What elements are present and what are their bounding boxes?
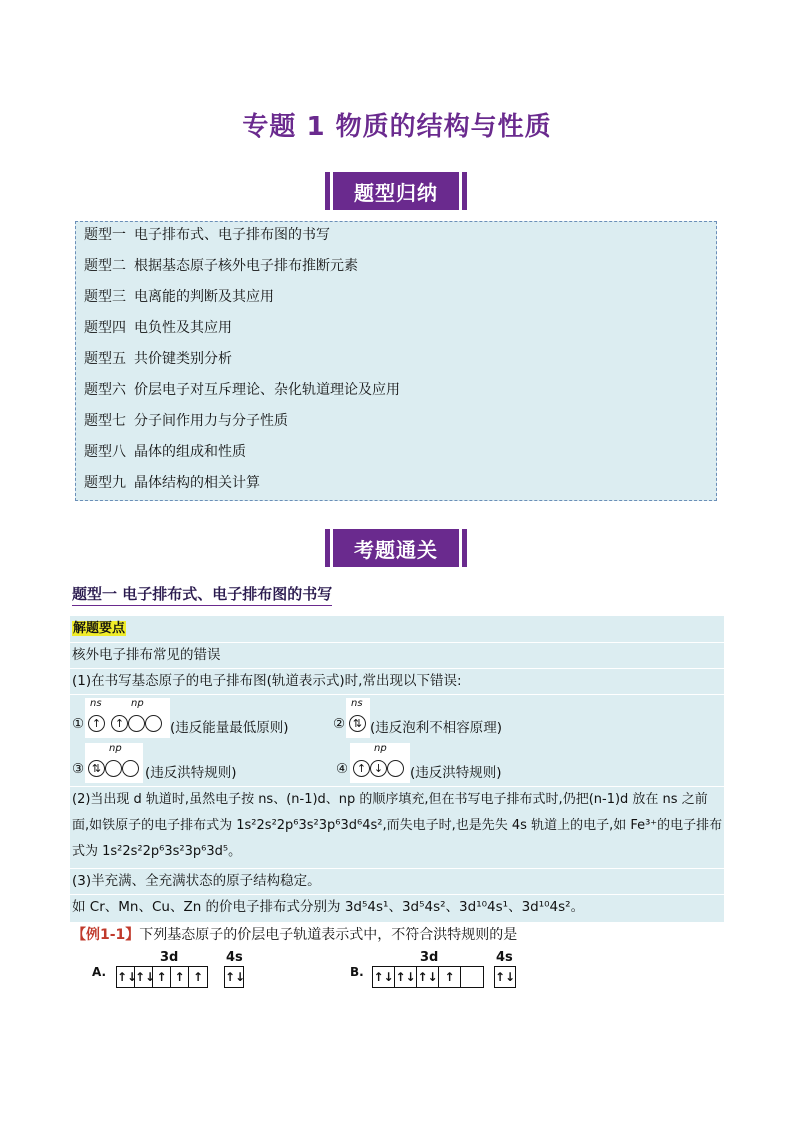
page-title: 专题 1 物质的结构与性质	[242, 112, 552, 142]
example-question	[72, 924, 517, 944]
toc-box	[75, 221, 717, 501]
option-a-3d-cells: ↑↓ ↑↓ ↑ ↑ ↑	[116, 966, 208, 988]
example-text: 下列基态原子的价层电子轨道表示式中，不符合洪特规则的是	[139, 927, 518, 943]
toc-item[interactable]: 题型六 价层电子对互斥理论、杂化轨道理论及应用	[84, 382, 400, 398]
banner-practice-label: 考题通关	[333, 529, 459, 567]
orb1-note: (违反能量最低原则)	[170, 720, 289, 736]
banner-practice	[325, 529, 467, 567]
key-label: 解题要点	[73, 621, 126, 636]
para-1: (1)在书写基态原子的电子排布图(轨道表示式)时,常出现以下错误:	[72, 673, 462, 689]
option-a-4s-cells: ↑↓	[224, 966, 244, 988]
para-4: 如 Cr、Mn、Cu、Zn 的价电子排布式分别为 3d⁵4s¹、3d⁵4s²、3d¹⁰4s¹、3d¹⁰4s²。	[72, 899, 585, 915]
toc-item[interactable]: 题型二 根据基态原子核外电子排布推断元素	[84, 258, 358, 274]
orbital-diagram-3: np ⇅	[85, 743, 143, 783]
banner-summary-label: 题型归纳	[333, 172, 459, 210]
option-b-3d-label: 3d	[420, 950, 439, 965]
orb4-num: ④	[336, 761, 349, 777]
toc-item[interactable]: 题型四 电负性及其应用	[84, 320, 232, 336]
option-a-4s-label: 4s	[226, 950, 243, 965]
orb2-note: (违反泡利不相容原理)	[370, 720, 503, 736]
para-2b: 面,如铁原子的电子排布式为 1s²2s²2p⁶3s²3p⁶3d⁶4s²,而失电子时,也是先失 4s 轨道上的电子,如 Fe³⁺的电子排布	[72, 818, 723, 833]
orbital-diagram-2: ns ⇅	[346, 698, 370, 738]
orb3-num: ③	[72, 761, 85, 777]
option-b-letter[interactable]: B.	[350, 965, 364, 979]
option-b-4s-label: 4s	[496, 950, 513, 965]
orbital-diagram-4: np ↑ ↓	[350, 743, 410, 783]
example-tag: 【例1-1】	[72, 927, 140, 943]
toc-item[interactable]: 题型一 电子排布式、电子排布图的书写	[84, 227, 330, 243]
toc-item[interactable]: 题型八 晶体的组成和性质	[84, 444, 246, 460]
option-a-letter[interactable]: A.	[92, 965, 107, 979]
toc-item[interactable]: 题型三 电离能的判断及其应用	[84, 289, 274, 305]
key-label-line	[72, 619, 126, 638]
para-2c: 式为 1s²2s²2p⁶3s²3p⁶3d⁵。	[72, 844, 242, 859]
orb1-num: ①	[72, 716, 85, 732]
para-3: (3)半充满、全充满状态的原子结构稳定。	[72, 873, 321, 889]
orb3-note: (违反洪特规则)	[145, 765, 237, 781]
option-b-3d-cells: ↑↓ ↑↓ ↑↓ ↑	[372, 966, 484, 988]
intro-text: 核外电子排布常见的错误	[72, 647, 221, 663]
option-a-3d-label: 3d	[160, 950, 179, 965]
toc-item[interactable]: 题型七 分子间作用力与分子性质	[84, 413, 288, 429]
para-2a: (2)当出现 d 轨道时,虽然电子按 ns、(n-1)d、np 的顺序填充,但在书写电子排布式时,仍把(n-1)d 放在 ns 之前	[72, 792, 708, 807]
option-b-4s-cells: ↑↓	[494, 966, 516, 988]
toc-item[interactable]: 题型五 共价键类别分析	[84, 351, 232, 367]
banner-summary	[325, 172, 467, 210]
orb2-num: ②	[333, 716, 346, 732]
section-heading: 题型一 电子排布式、电子排布图的书写	[72, 583, 332, 606]
orbital-diagram-1: ns np ↑ ↑	[85, 698, 170, 738]
orb4-note: (违反洪特规则)	[410, 765, 502, 781]
toc-item[interactable]: 题型九 晶体结构的相关计算	[84, 475, 260, 491]
